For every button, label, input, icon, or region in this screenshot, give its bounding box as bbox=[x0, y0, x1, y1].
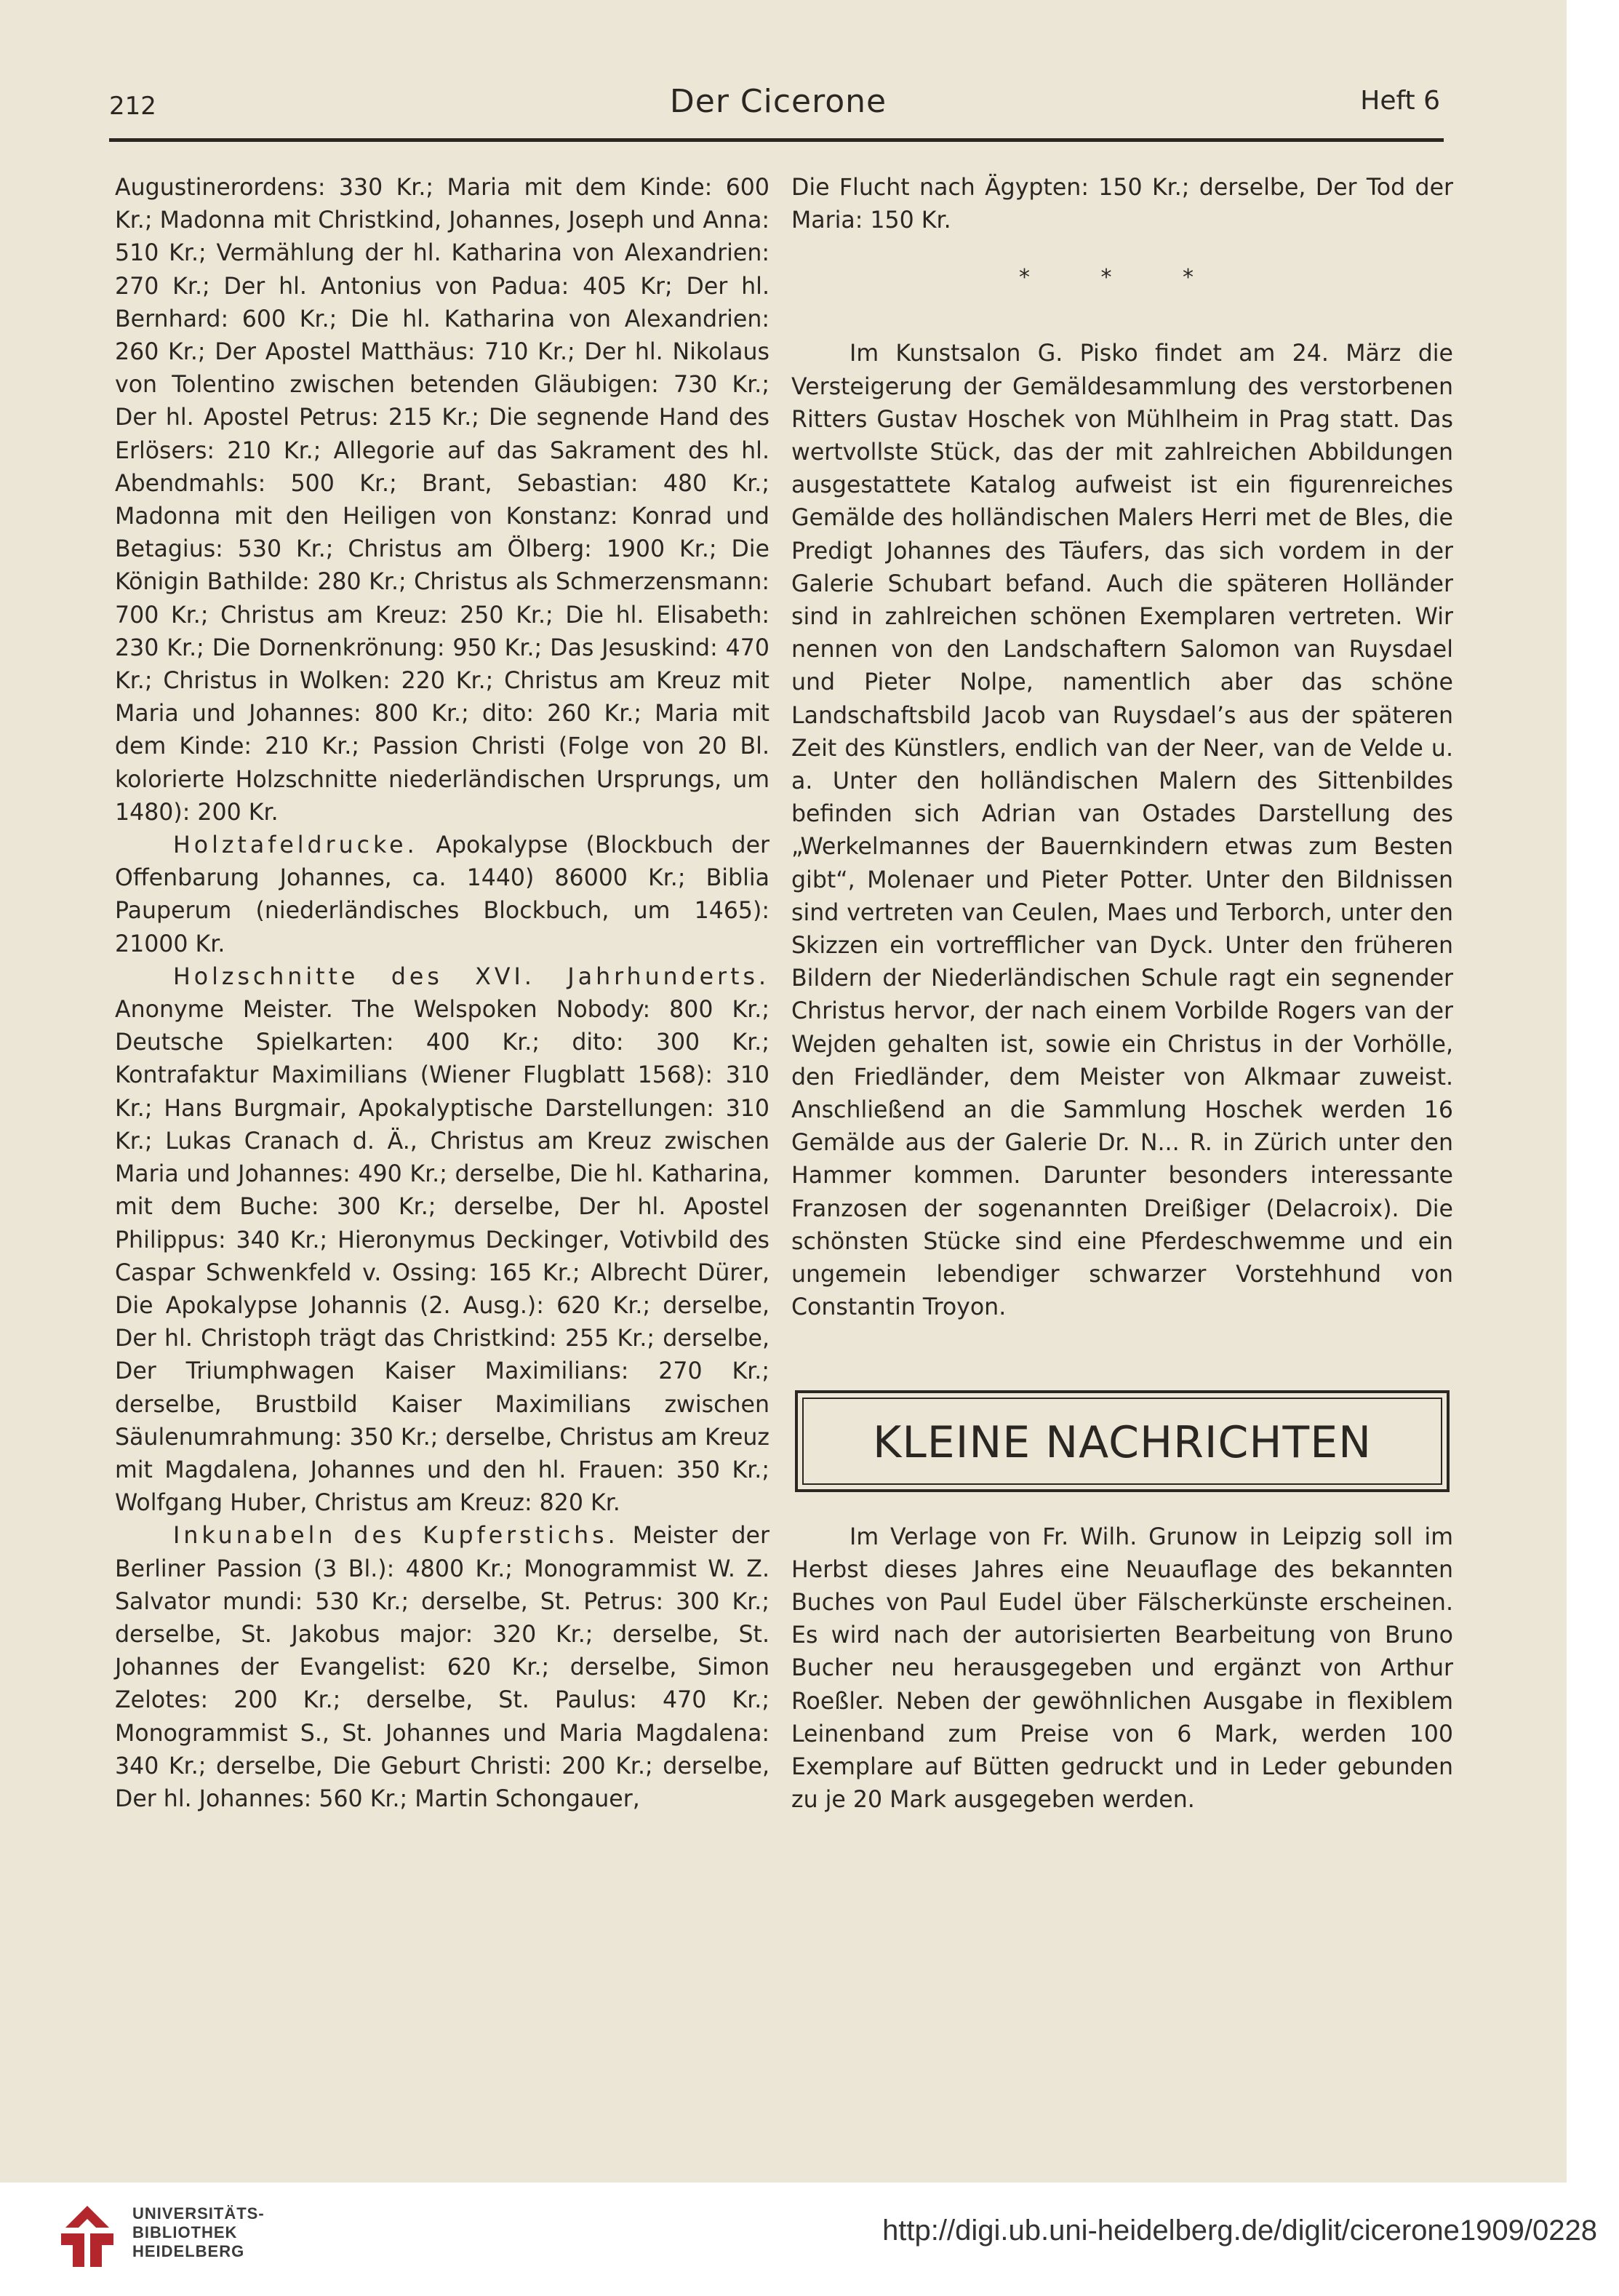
library-name-line: UNIVERSITÄTS- bbox=[132, 2204, 265, 2223]
paragraph: Die Flucht nach Ägypten: 150 Kr.; derselbe, Der Tod der Maria: 150 Kr. bbox=[791, 175, 1453, 234]
journal-title: Der Cicerone bbox=[669, 83, 887, 120]
section-heading: KLEINE NACHRICHTEN bbox=[873, 1416, 1372, 1468]
source-url-link[interactable]: http://digi.ub.uni-heidelberg.de/diglit/cicerone1909/0228 bbox=[882, 2215, 1597, 2247]
library-name bbox=[132, 2204, 265, 2261]
page-number: 212 bbox=[109, 92, 156, 121]
paragraph bbox=[115, 961, 769, 1520]
paragraph-text: Apokalypse (Blockbuch der Offenbarung Johannes, ca. 1440) 86000 Kr.; Biblia Pauperum (niederländisches Blockbuch, um 1465): 21000 Kr. bbox=[115, 832, 769, 957]
page-header bbox=[109, 76, 1447, 141]
left-column bbox=[115, 172, 769, 1816]
paragraph: Im Kunstsalon G. Pisko findet am 24. März die Versteigerung der Gemäldesammlung des verstorbenen Ritters Gustav Hoschek von Mühlheim in Prag statt. Das wertvollste Stück, das der mit zahlreichen Abbildungen ausgestattete Katalog aufweist ist ein figurenreiches Gemälde des holländischen Malers Herri met de Bles, die Predigt Johannes des Täufers, das sich vordem in der Galerie Schubart befand. Auch die späteren Holländer sind in zahlreichen schönen Exemplaren vertreten. Wir nennen von den Landschaftern Salomon van Ruysdael und Pieter Nolpe, namentlich aber das schöne Landschaftsbild Jacob van Ruysdael’s aus der späteren Zeit des Künstlers, endlich van der Neer, van de Velde u. a. Unter den holländischen Malern des Sittenbildes befinden sich Adrian van Ostades Darstellung des „Werkelmannes der Bauernkindern etwas zum Besten gibt“, Molenaer und Pieter Potter. Unter den Bildnissen sind vertreten van Ceulen, Maes und Terborch, unter den Skizzen ein vortrefflicher van Dyck. Unter den früheren Bildern der Niederländischen Schule ragt ein segnender Christus hervor, der nach einem Vorbilde Rogers van der Wejden gehalten ist, sowie ein Christus in der Vorhölle, den Friedländer, dem Meister von Alkmaar zuweist. Anschließend an die Sammlung Hoschek werden 16 Gemälde aus der Galerie Dr. N... R. in Zürich unter den Hammer kommen. Darunter besonders interessante Franzosen der sogenannten Dreißiger (Delacroix). Die schönsten Stücke sind eine Pferdeschwemme und ein ungemein lebendiger schwarzer Vorstehhund von Constantin Troyon. bbox=[791, 340, 1453, 1321]
section-lead: Holztafeldrucke. bbox=[173, 832, 418, 859]
paragraph: Augustinerordens: 330 Kr.; Maria mit dem Kinde: 600 Kr.; Madonna mit Christkind, Johannes, Joseph und Anna: 510 Kr.; Vermählung der hl. Katharina von Alexandrien: 270 Kr.; Der hl. Antonius von Padua: 405 Kr; Der hl. Bernhard: 600 Kr.; Die hl. Katharina von Alexandrien: 260 Kr.; Der Apostel Matthäus: 710 Kr.; Der hl. Nikolaus von Tolentino zwischen betenden Gläubigen: 730 Kr.; Der hl. Apostel Petrus: 215 Kr.; Die segnende Hand des Erlösers: 210 Kr.; Allegorie auf das Sakrament des hl. Abendmahls: 500 Kr.; Brant, Sebastian: 480 Kr.; Madonna mit den Heiligen von Konstanz: Konrad und Betagius: 530 Kr.; Christus am Ölberg: 1900 Kr.; Die Königin Bathilde: 280 Kr.; Christus als Schmerzensmann: 700 Kr.; Christus am Kreuz: 250 Kr.; Die hl. Elisabeth: 230 Kr.; Die Dornenkrönung: 950 Kr.; Das Jesuskind: 470 Kr.; Christus in Wolken: 220 Kr.; Christus am Kreuz mit Maria und Johannes: 800 Kr.; dito: 260 Kr.; Maria mit dem Kinde: 210 Kr.; Passion Christi (Folge von 20 Bl. kolorierte Holzschnitte niederländischen Ursprungs, um 1480): 200 Kr. bbox=[115, 175, 769, 826]
library-name-line: BIBLIOTHEK bbox=[132, 2223, 238, 2241]
library-logo-icon bbox=[51, 2200, 124, 2273]
paragraph: Im Verlage von Fr. Wilh. Grunow in Leipzig soll im Herbst dieses Jahres eine Neuauflage des bekannten Buches von Paul Eudel über Fälscherkünste erscheinen. Es wird nach der autorisierten Bearbeitung von Bruno Bucher neu herausgegeben und ergänzt von Arthur Roeßler. Neben der gewöhnlichen Ausgabe in flexiblem Leinenband zum Preise von 6 Mark, werden 100 Exemplare auf Bütten gedruckt und in Leder gebunden zu je 20 Mark ausgegeben werden. bbox=[791, 1523, 1453, 1814]
section-lead: Inkunabeln des Kupferstichs. bbox=[173, 1523, 619, 1550]
paragraph-text: Anonyme Meister. The Welspoken Nobody: 800 Kr.; Deutsche Spielkarten: 400 Kr.; dito: 300 Kr.; Kontrafaktur Maximilians (Wiener Flugblatt 1568): 310 Kr.; Hans Burgmair, Apokalyptische Darstellungen: 310 Kr.; Lukas Cranach d. Ä., Christus am Kreuz zwischen Maria und Johannes: 490 Kr.; derselbe, Die hl. Katharina, mit dem Buche: 300 Kr.; derselbe, Der hl. Apostel Philippus: 340 Kr.; Hieronymus Deckinger, Votivbild des Caspar Schwenkfeld v. Ossing: 165 Kr.; Albrecht Dürer, Die Apokalypse Johannis (2. Ausg.): 620 Kr.; derselbe, Der hl. Christoph trägt das Christkind: 255 Kr.; derselbe, Der Triumphwagen Kaiser Maximilians: 270 Kr.; derselbe, Brustbild Kaiser Maximilians zwischen Säulenumrahmung: 350 Kr.; derselbe, Christus am Kreuz mit Magdalena, Johannes und den hl. Frauen: 350 Kr.; Wolfgang Huber, Christus am Kreuz: 820 Kr. bbox=[115, 997, 769, 1517]
header-rule bbox=[109, 138, 1444, 142]
library-name-line: HEIDELBERG bbox=[132, 2242, 245, 2260]
paragraph-text: Meister der Berliner Passion (3 Bl.): 4800 Kr.; Monogrammist W. Z. Salvator mundi: 530 Kr.; derselbe, St. Petrus: 300 Kr.; derselbe, St. Jakobus major: 320 Kr.; derselbe, St. Johannes der Evangelist: 620 Kr.; derselbe, Simon Zelotes: 200 Kr.; derselbe, St. Paulus: 470 Kr.; Monogrammist S., St. Johannes und Maria Magdalena: 340 Kr.; derselbe, Die Geburt Christi: 200 Kr.; derselbe, Der hl. Johannes: 560 Kr.; Martin Schongauer, bbox=[115, 1523, 769, 1812]
section-lead: Holzschnitte des XVI. Jahrhunderts. bbox=[173, 963, 769, 990]
footer-bar bbox=[0, 2183, 1619, 2296]
paragraph bbox=[115, 1520, 769, 1816]
section-divider: * * * bbox=[1018, 265, 1226, 291]
section-heading-box bbox=[795, 1390, 1450, 1492]
issue-label: Heft 6 bbox=[1360, 86, 1440, 116]
right-column bbox=[791, 172, 1453, 1817]
paragraph bbox=[115, 829, 769, 961]
